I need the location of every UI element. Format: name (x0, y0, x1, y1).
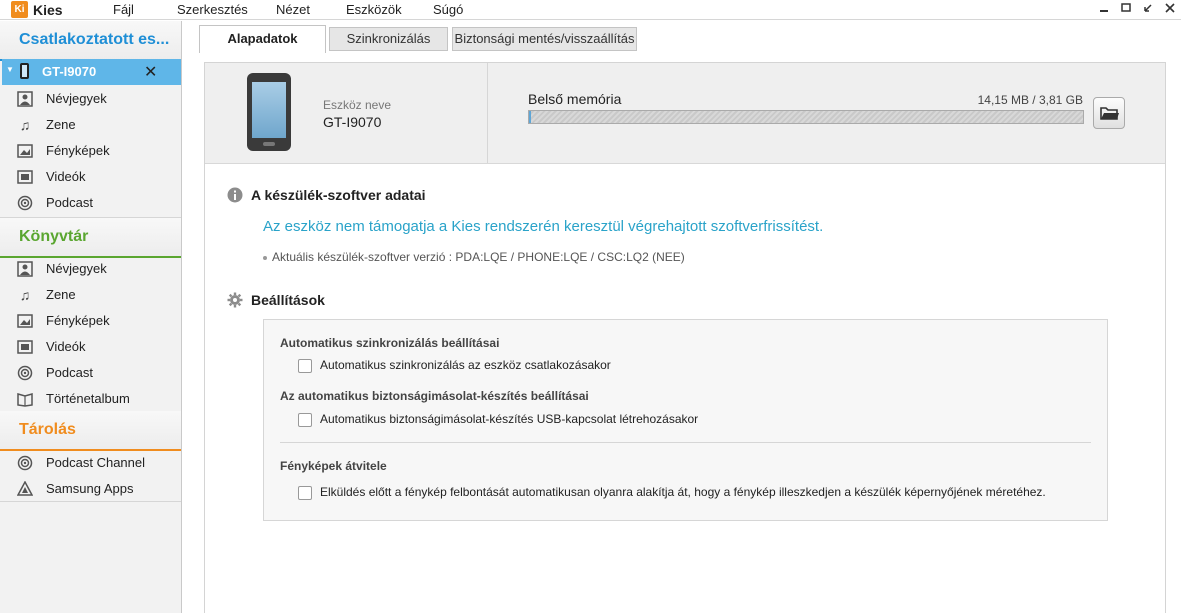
auto-backup-checkbox[interactable] (298, 413, 312, 427)
restore-icon[interactable] (1140, 2, 1156, 16)
sidebar-item-library-story-album[interactable]: Történetalbum (0, 386, 181, 412)
sidebar-item-device-contacts[interactable]: Névjegyek (0, 86, 181, 112)
info-icon (227, 187, 243, 203)
device-screen (252, 82, 286, 138)
expand-arrow-icon[interactable]: ▼ (6, 65, 14, 74)
auto-backup-label: Automatikus biztonságimásolat-készítés USB-kapcsolat létrehozásakor (320, 412, 699, 426)
sidebar-item-library-videos[interactable]: Videók (0, 334, 181, 360)
disconnect-icon[interactable]: ✕ (144, 64, 158, 81)
music-icon: ♫ (19, 287, 31, 303)
sidebar-item-samsung-apps[interactable]: Samsung Apps (0, 476, 181, 502)
podcast-icon (17, 195, 33, 211)
storage-header[interactable]: Tárolás (0, 411, 181, 451)
panel-divider (487, 63, 488, 163)
auto-sync-label: Automatikus szinkronizálás az eszköz csatlakozásakor (320, 358, 611, 372)
firmware-update-notice: Az eszköz nem támogatja a Kies rendszerén keresztül végrehajtott szoftverfrissítést. (263, 218, 824, 235)
sidebar-item-library-podcast[interactable]: Podcast (0, 360, 181, 386)
close-icon[interactable] (1162, 2, 1178, 16)
device-image (247, 73, 291, 151)
settings-title: Beállítások (251, 292, 325, 308)
story-album-icon (17, 391, 33, 407)
divider (0, 501, 181, 502)
title-bar (0, 0, 1181, 20)
connected-devices-header[interactable]: Csatlakoztatott es... (0, 21, 181, 61)
device-item-gt-i9070[interactable] (2, 59, 181, 85)
sidebar-item-device-podcast[interactable]: Podcast (0, 190, 181, 216)
photos-icon (17, 143, 33, 159)
sidebar-item-library-photos[interactable]: Fényképek (0, 308, 181, 334)
phone-icon (20, 63, 29, 79)
device-name-caption: Eszköz neve (323, 98, 392, 112)
music-icon: ♫ (19, 117, 31, 133)
bullet-icon (263, 256, 267, 260)
tab-basic-info[interactable]: Alapadatok (199, 25, 326, 53)
auto-backup-settings-title: Az automatikus biztonságimásolat-készítés beállításai (280, 389, 589, 403)
sidebar-item-device-music[interactable]: ♫ Zene (0, 112, 181, 138)
firmware-version-text: Aktuális készülék-szoftver verzió : PDA:LQE / PHONE:LQE / CSC:LQ2 (NEE) (272, 250, 685, 264)
photo-resize-checkbox[interactable] (298, 486, 312, 500)
folder-icon (1094, 98, 1124, 128)
menu-view[interactable]: Nézet (276, 2, 310, 17)
maximize-icon[interactable] (1118, 2, 1134, 16)
podcast-icon (17, 455, 33, 471)
photo-resize-label: Elküldés előtt a fénykép felbontását automatikusan olyanra alakítja át, hogy a fénykép illeszkedjen a készülék képernyőjének méretéhez. (320, 485, 1046, 499)
sidebar-item-podcast-channel[interactable]: Podcast Channel (0, 450, 181, 476)
sidebar-item-device-photos[interactable]: Fényképek (0, 138, 181, 164)
tab-sync[interactable]: Szinkronizálás (329, 27, 448, 51)
sidebar-item-device-videos[interactable]: Videók (0, 164, 181, 190)
app-name: Kies (33, 2, 63, 18)
tab-bar (182, 21, 1181, 53)
device-name-label: GT-I9070 (42, 64, 97, 79)
memory-usage-bar (528, 110, 1084, 124)
library-header[interactable]: Könyvtár (0, 218, 181, 258)
internal-memory-label: Belső memória (528, 91, 622, 107)
menu-file[interactable]: Fájl (113, 2, 134, 17)
firmware-info-title: A készülék-szoftver adatai (251, 187, 426, 203)
device-summary-panel (205, 63, 1165, 164)
minimize-icon[interactable] (1096, 2, 1112, 16)
memory-usage-fill (529, 111, 531, 123)
photos-icon (17, 313, 33, 329)
samsung-apps-icon (17, 481, 33, 497)
auto-sync-checkbox[interactable] (298, 359, 312, 373)
menu-edit[interactable]: Szerkesztés (177, 2, 248, 17)
contacts-icon (17, 261, 33, 277)
firmware-version-item (263, 250, 685, 264)
videos-icon (17, 169, 33, 185)
settings-box (263, 319, 1108, 521)
videos-icon (17, 339, 33, 355)
sidebar (0, 21, 182, 613)
menu-tools[interactable]: Eszközök (346, 2, 402, 17)
device-home-button (263, 142, 275, 146)
internal-memory-value: 14,15 MB / 3,81 GB (977, 93, 1083, 107)
open-folder-button[interactable] (1093, 97, 1125, 129)
device-name-value: GT-I9070 (323, 114, 382, 130)
divider (280, 442, 1091, 443)
auto-sync-settings-title: Automatikus szinkronizálás beállításai (280, 336, 500, 350)
kies-logo: Ki (11, 1, 28, 18)
gear-icon (227, 292, 243, 308)
contacts-icon (17, 91, 33, 107)
main-panel (204, 62, 1166, 613)
tab-backup-restore[interactable]: Biztonsági mentés/visszaállítás (452, 27, 637, 51)
menu-help[interactable]: Súgó (433, 2, 464, 17)
sidebar-item-library-music[interactable]: ♫ Zene (0, 282, 181, 308)
photo-transfer-title: Fényképek átvitele (280, 459, 387, 473)
podcast-icon (17, 365, 33, 381)
sidebar-item-library-contacts[interactable]: Névjegyek (0, 256, 181, 282)
